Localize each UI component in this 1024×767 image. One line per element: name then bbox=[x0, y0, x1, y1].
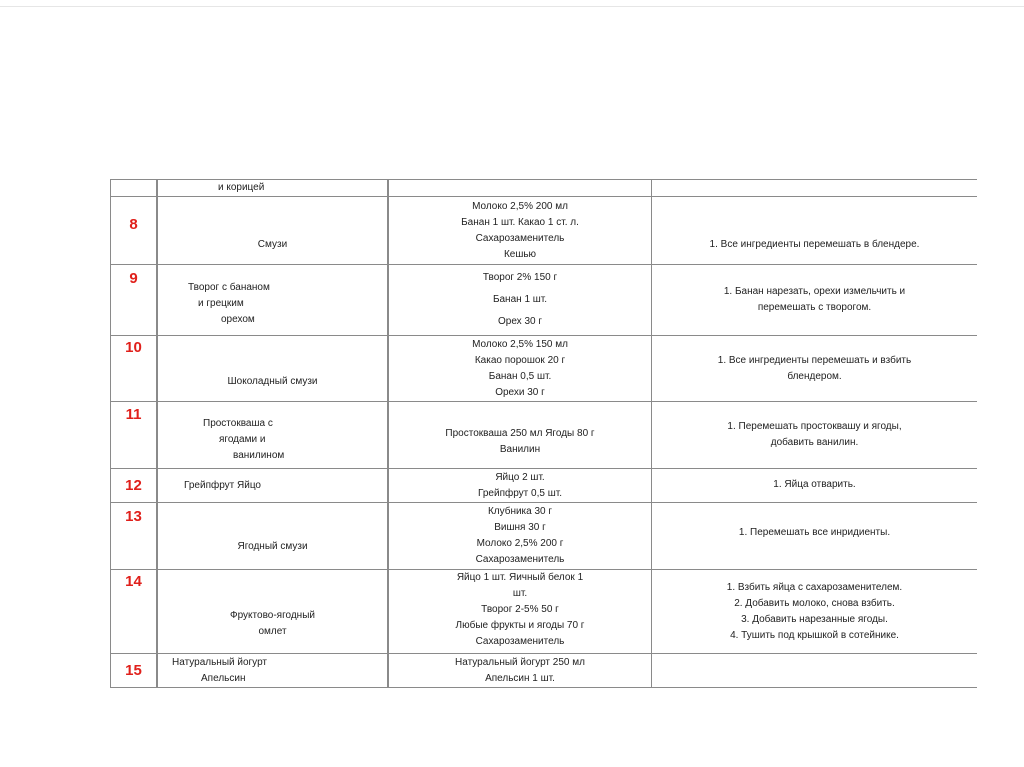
name-cell bbox=[157, 402, 388, 469]
ingredient-line: Молоко 2,5% 200 мл bbox=[472, 201, 568, 212]
instructions-cell bbox=[652, 402, 978, 469]
recipe-number: 11 bbox=[125, 406, 142, 423]
number-cell bbox=[111, 503, 158, 570]
instruction-line: 3. Добавить нарезанные ягоды. bbox=[741, 614, 888, 625]
instruction-line: 1. Яйца отварить. bbox=[773, 479, 856, 490]
recipe-number: 8 bbox=[129, 216, 138, 233]
ingredient-line: Банан 1 шт. bbox=[492, 294, 548, 305]
ingredient-line: Молоко 2,5% 200 г bbox=[476, 538, 564, 549]
ingredient-line: шт. bbox=[512, 588, 528, 599]
name-cell bbox=[157, 469, 388, 503]
instructions-cell bbox=[652, 197, 978, 265]
ingredient-line: Любые фрукты и ягоды 70 г bbox=[455, 620, 585, 631]
dish-name-line: орехом bbox=[221, 314, 255, 325]
name-cell bbox=[157, 503, 388, 570]
recipe-number: 9 bbox=[129, 270, 138, 287]
dish-name-line: и корицей bbox=[218, 182, 265, 193]
table-row bbox=[111, 180, 978, 197]
ingredients-cell bbox=[388, 180, 652, 197]
number-cell bbox=[111, 180, 158, 197]
table-row bbox=[111, 197, 978, 265]
ingredients-cell bbox=[388, 265, 652, 336]
ingredient-line: Какао порошок 20 г bbox=[474, 354, 566, 366]
instruction-line: 4. Тушить под крышкой в сотейнике. bbox=[730, 630, 899, 641]
ingredient-line: Сахарозаменитель bbox=[475, 233, 565, 244]
table-row bbox=[111, 503, 978, 570]
ingredient-line: Ванилин bbox=[499, 444, 541, 455]
instruction-line: 1. Перемешать все инридиенты. bbox=[738, 527, 891, 538]
number-cell bbox=[111, 654, 158, 688]
dish-name-line: Простокваша с bbox=[203, 418, 273, 429]
recipe-number: 12 bbox=[125, 476, 142, 494]
ingredient-line: Яйцо 1 шт. Яичный белок 1 bbox=[456, 572, 584, 583]
dish-name-line: Творог с бананом bbox=[188, 282, 270, 293]
name-cell bbox=[157, 180, 388, 197]
ingredient-line: Клубника 30 г bbox=[487, 506, 553, 517]
instruction-line: 1. Все ингредиенты перемешать и взбить bbox=[717, 354, 912, 366]
ingredients-cell bbox=[388, 503, 652, 570]
number-cell bbox=[111, 469, 158, 503]
instructions-cell bbox=[652, 570, 978, 654]
ingredient-line: Молоко 2,5% 150 мл bbox=[472, 338, 568, 350]
number-cell bbox=[111, 197, 158, 265]
instructions-cell bbox=[652, 336, 978, 402]
table-row bbox=[111, 336, 978, 402]
instruction-line: 1. Все ингредиенты перемешать в блендере. bbox=[709, 239, 920, 250]
instruction-line: 1. Взбить яйца с сахарозаменителем. bbox=[726, 582, 903, 593]
instruction-line: 1. Банан нарезать, орехи измельчить и bbox=[723, 286, 906, 297]
table-row bbox=[111, 570, 978, 654]
ingredient-line: Простокваша 250 мл Ягоды 80 г bbox=[445, 428, 595, 439]
table-row bbox=[111, 402, 978, 469]
name-cell bbox=[157, 197, 388, 265]
ingredients-cell bbox=[388, 654, 652, 688]
instructions-cell bbox=[652, 469, 978, 503]
name-cell bbox=[157, 654, 388, 688]
table-row bbox=[111, 469, 978, 503]
ingredient-line: Творог 2-5% 50 г bbox=[481, 604, 559, 615]
number-cell bbox=[111, 336, 158, 402]
ingredient-line: Вишня 30 г bbox=[494, 522, 546, 533]
recipe-number: 13 bbox=[125, 508, 142, 525]
table-row bbox=[111, 265, 978, 336]
ingredients-cell bbox=[388, 570, 652, 654]
ingredients-cell bbox=[388, 336, 652, 402]
ingredient-line: Сахарозаменитель bbox=[475, 636, 565, 647]
recipe-table bbox=[110, 179, 977, 688]
instruction-line: 2. Добавить молоко, снова взбить. bbox=[734, 598, 895, 609]
ingredient-line: Творог 2% 150 г bbox=[482, 272, 558, 283]
name-cell bbox=[157, 570, 388, 654]
instruction-line: 1. Перемешать простоквашу и ягоды, bbox=[727, 421, 902, 432]
ingredient-line: Банан 1 шт. Какао 1 ст. л. bbox=[461, 217, 579, 228]
ingredient-line: Сахарозаменитель bbox=[475, 554, 565, 565]
dish-name-line: Шоколадный смузи bbox=[227, 376, 318, 387]
ingredient-line: Натуральный йогурт 250 мл bbox=[455, 656, 585, 668]
instructions-cell bbox=[652, 265, 978, 336]
recipe-number: 10 bbox=[125, 339, 142, 356]
ingredient-line: Орехи 30 г bbox=[495, 386, 545, 398]
name-cell bbox=[157, 265, 388, 336]
dish-name-line: Грейпфрут Яйцо bbox=[184, 479, 261, 491]
number-cell bbox=[111, 570, 158, 654]
dish-name-line: ванилином bbox=[233, 450, 285, 461]
ingredient-line: Банан 0,5 шт. bbox=[488, 370, 552, 382]
number-cell bbox=[111, 265, 158, 336]
dish-name-line: Смузи bbox=[257, 239, 288, 250]
dish-name-line: омлет bbox=[258, 626, 287, 637]
recipe-number: 15 bbox=[125, 661, 142, 679]
ingredient-line: Орех 30 г bbox=[497, 316, 542, 327]
ingredient-line: Грейпфрут 0,5 шт. bbox=[478, 487, 562, 499]
recipe-number: 14 bbox=[125, 573, 142, 590]
instructions-cell bbox=[652, 503, 978, 570]
instruction-line: добавить ванилин. bbox=[770, 437, 859, 448]
ingredient-line: Кешью bbox=[503, 249, 537, 260]
dish-name-line: Натуральный йогурт bbox=[172, 656, 267, 668]
dish-name-line: ягодами и bbox=[219, 434, 266, 445]
name-cell bbox=[157, 336, 388, 402]
instructions-cell bbox=[652, 180, 978, 197]
instruction-line: блендером. bbox=[787, 370, 842, 382]
dish-name-line: Апельсин bbox=[201, 672, 246, 684]
dish-name-line: и грецким bbox=[198, 298, 244, 309]
ingredients-cell bbox=[388, 402, 652, 469]
table-row bbox=[111, 654, 978, 688]
dish-name-line: Ягодный смузи bbox=[237, 541, 308, 552]
dish-name-line: Фруктово-ягодный bbox=[230, 610, 315, 621]
ingredient-line: Яйцо 2 шт. bbox=[495, 471, 545, 483]
number-cell bbox=[111, 402, 158, 469]
slide-top-border bbox=[0, 6, 1024, 7]
ingredient-line: Апельсин 1 шт. bbox=[485, 672, 555, 684]
instruction-line: перемешать с творогом. bbox=[757, 302, 872, 313]
instructions-cell bbox=[652, 654, 978, 688]
ingredients-cell bbox=[388, 197, 652, 265]
ingredients-cell bbox=[388, 469, 652, 503]
